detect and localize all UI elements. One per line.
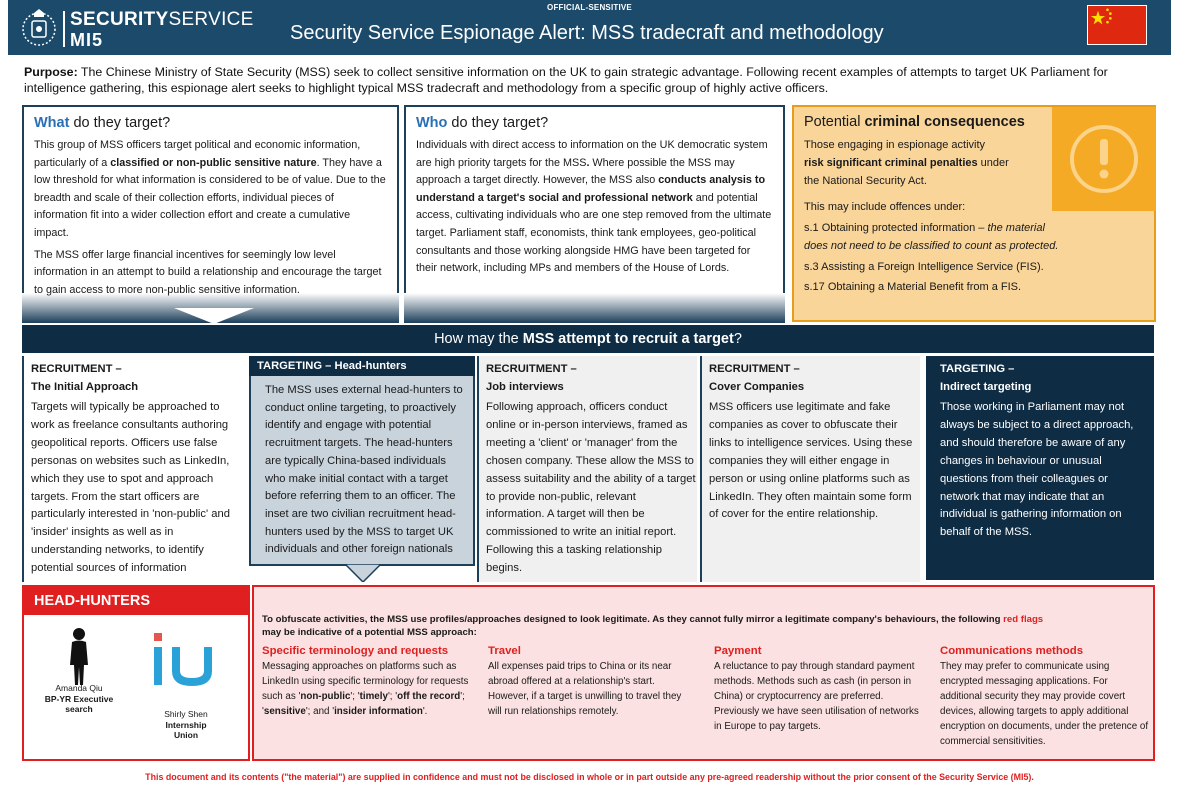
purpose-statement: Purpose: The Chinese Ministry of State Security (MSS) seek to collect sensitive information on the UK to gain strategic advantage. Following recent examples of attempts to target UK Parliament for intelligence gathering, this espionage alert seeks to highlight typical MSS tradecraft and methodology from a specific group of highly active officers. — [24, 65, 1108, 95]
exclamation-icon — [1052, 107, 1156, 211]
what-they-target-box — [22, 105, 399, 323]
red-flag-text: A reluctance to pay through standard payment methods. Methods such as cash (in person in China) or cryptocurrency are preferred. Previously we have seen utilisation of networks in Europe to pay targets. — [714, 661, 919, 732]
who-they-target-box — [404, 105, 785, 323]
column-text: Following approach, officers conduct online or in-person interviews, framed as meeting a 'client' or 'manager' from the chosen company. These allow the MSS to assess suitability and the ability of a target to provide non-public, relevant information. A target will then be commissioned to write an initial report. Following this a tasking relationship begins. — [486, 401, 696, 575]
column-title: TARGETING – Indirect targeting — [940, 363, 1032, 393]
offence-s1: s.1 Obtaining protected information – the material — [804, 222, 1045, 234]
header-banner — [8, 0, 1171, 55]
person-silhouette-icon — [64, 627, 94, 687]
red-flag-title: Payment — [714, 645, 762, 657]
consequences-line-3: the National Security Act. — [804, 175, 927, 187]
red-flag-terminology — [262, 645, 477, 719]
red-flag-communications — [940, 645, 1150, 749]
china-flag-icon — [1087, 5, 1147, 45]
offence-s1-note: does not need to be classified to count as protected. — [804, 240, 1059, 252]
down-arrow-icon — [345, 564, 381, 582]
offence-s17: s.17 Obtaining a Material Benefit from a FIS. — [804, 281, 1022, 293]
column-text: The MSS uses external head-hunters to conduct online targeting, to proactively identify and engage with potential recruitment targets. The head-hunters are typically China-based individuals who make initial contact with a target before referring them to an officer. The inset are two civilian recruitment head-hunters used by the MSS to target UK individuals and other foreign nationals — [265, 384, 463, 556]
classification-label: OFFICIAL-SENSITIVE — [547, 3, 632, 12]
column-title: TARGETING – Head-hunters — [249, 356, 475, 376]
logo-mi5: MI5 — [70, 30, 104, 50]
column-text: Targets will typically be approached to work as freelance consultants authoring geopolitical reports. Officers use false personas on websites such as LinkedIn, which they use to spot and approach targets. From the start officers are particularly interested in 'non-public' and 'insider' insights as well as in understanding networks, to identify potential sources of information — [31, 401, 230, 575]
consequences-heading: Potential criminal consequences — [804, 114, 1025, 130]
who-heading: Who do they target? — [416, 115, 549, 131]
mi5-logo — [20, 7, 270, 49]
confidentiality-footer: This document and its contents ("the material") are supplied in confidence and must not be disclosed in whole or in part outside any pre-agreed readership without the prior consent of the Security Service (MI5). — [145, 772, 1034, 782]
red-flag-payment — [714, 645, 919, 734]
targeting-head-hunters — [249, 356, 475, 566]
head-hunters-title: HEAD-HUNTERS — [24, 587, 248, 615]
red-flag-travel — [488, 645, 693, 719]
head-hunters-box — [22, 585, 250, 761]
column-text: Those working in Parliament may not always be subject to a direct approach, and should therefore be aware of any changes in behaviour or unusual questions from their colleagues or network that may indicate that an individual is gathering information on behalf of the MSS. — [940, 401, 1134, 539]
consequences-line-2: risk significant criminal penalties under — [804, 157, 1009, 169]
column-title: RECRUITMENT – Cover Companies — [709, 363, 805, 393]
who-paragraph: Individuals with direct access to information on the UK democratic system are high priority targets for the MSS. Where possible the MSS may approach a target directly. However, the MSS also conducts analysis to understand a target's social and professional network and potential access, cultivating individuals who are one step removed from the ultimate target. Parliament staff, economists, think tank employees, geo-political consultants and those working alongside HMG have been targeted for their network, including MPs and members of the House of Lords. — [416, 139, 772, 275]
logo-wordmark: SECURITYSERVICE — [70, 9, 254, 30]
what-paragraph-1: This group of MSS officers target political and economic information, particularly of a classified or non-public sensitive nature. They have a low threshold for what information is considered to be of value. Due to the breadth and scale of their collection efforts, individual pieces of information fit into a wider collection effort and create a cumulative impact. — [34, 139, 386, 239]
recruitment-job-interviews — [477, 356, 697, 582]
red-flag-title: Specific terminology and requests — [262, 645, 449, 657]
column-title: RECRUITMENT – Job interviews — [486, 363, 577, 393]
logo-separator — [63, 11, 65, 47]
warning-panel — [1052, 107, 1156, 211]
offence-s3: s.3 Assisting a Foreign Intelligence Service (FIS). — [804, 261, 1044, 273]
offences-intro: This may include offences under: — [804, 201, 966, 213]
red-flag-title: Communications methods — [940, 645, 1084, 657]
red-flag-text: They may prefer to communicate using encrypted messaging applications. For additional security they may provide covert devices, allowing targets to apply additional encryption on documents, under the pretence of commercial sensitivities. — [940, 661, 1149, 747]
what-heading: What do they target? — [34, 115, 171, 131]
red-flag-text: Messaging approaches on platforms such as LinkedIn using specific terminology for requests such as 'non-public'; 'timely'; 'off the record'; 'sensitive'; and 'insider information'. — [262, 661, 469, 717]
column-title: RECRUITMENT – The Initial Approach — [31, 363, 139, 393]
arrow-gradient — [404, 293, 785, 323]
column-text: MSS officers use legitimate and fake companies as cover to obfuscate their links to intelligence services. Using these companies they will either engage in person or using online platforms such as LinkedIn. They often maintain some form of cover for the entire relationship. — [709, 401, 913, 521]
what-paragraph-2: The MSS offer large financial incentives for seemingly low level information in an attempt to build a relationship and encourage the target to gain access to more non-public sensitive information. — [34, 248, 382, 296]
crest-icon — [20, 7, 58, 49]
criminal-consequences-box — [792, 105, 1156, 322]
headhunter-2-name: Shirly Shen — [164, 709, 208, 719]
targeting-indirect — [926, 356, 1154, 580]
recruit-section-header: How may the MSS attempt to recruit a target? — [22, 325, 1154, 353]
red-flag-title: Travel — [488, 645, 521, 657]
headhunter-2-org: Internship Union — [165, 720, 207, 740]
red-flag-text: All expenses paid trips to China or its near abroad offered at a relationship's start. However, if a target is unwilling to travel they will run relationships remotely. — [488, 661, 682, 717]
consequences-line-1: Those engaging in espionage activity — [804, 139, 986, 151]
headhunter-1-name: Amanda Qiu — [55, 683, 103, 693]
down-arrow-icon — [174, 308, 254, 324]
recruitment-cover-companies — [700, 356, 920, 582]
red-flags-box — [252, 585, 1155, 761]
internship-union-logo-icon — [150, 631, 222, 687]
recruitment-initial-approach — [22, 356, 246, 582]
headhunter-1-org: BP-YR Executive search — [44, 694, 114, 714]
page-title: Security Service Espionage Alert: MSS tradecraft and methodology — [290, 22, 884, 44]
red-flags-intro: To obfuscate activities, the MSS use profiles/approaches designed to look legitimate. As they cannot fully mirror a legitimate company's behaviours, the following red flags may be indicative of a potential MSS approach: — [262, 614, 1044, 638]
